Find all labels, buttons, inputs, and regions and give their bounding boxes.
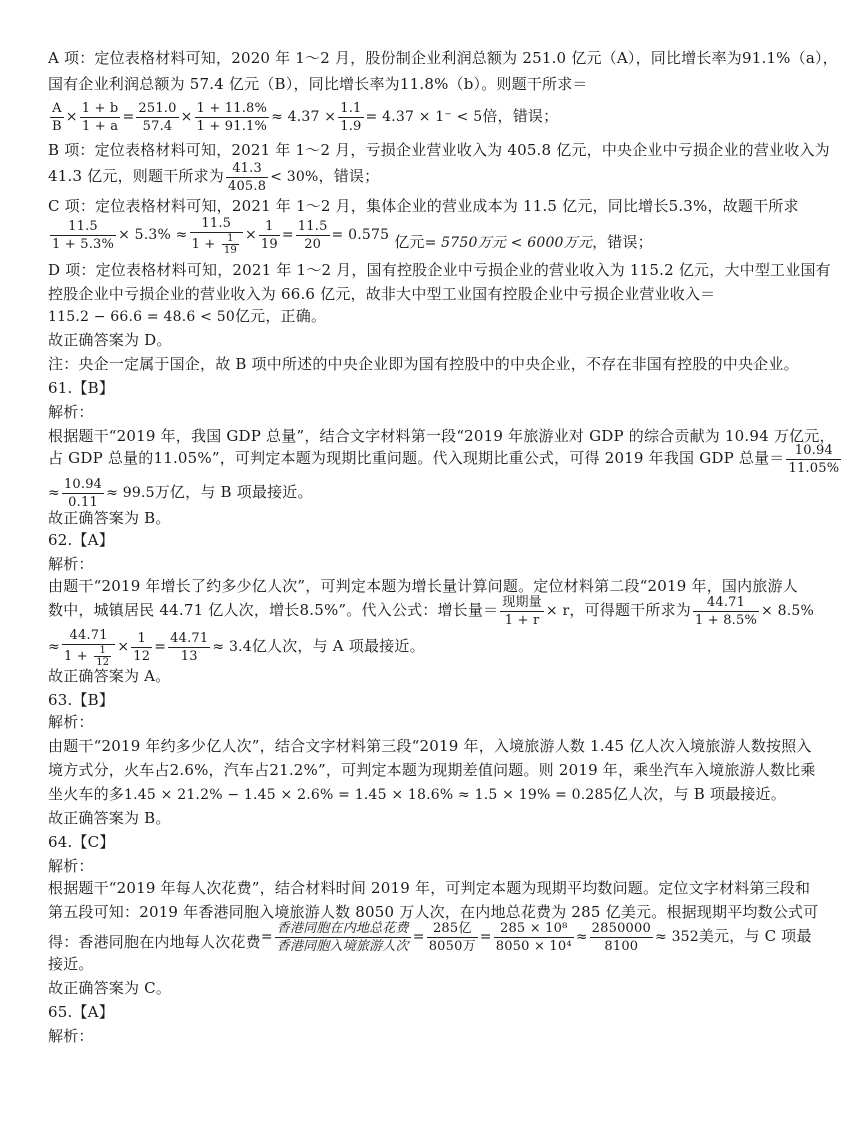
a-item-formula: $\frac{A}{B}$ × $\frac{1 + b}{1 + a}$ = $\frac{251.0}{57.4}$ × $\frac{1 + 11.8\%}{1 + 91.1\%}$ ≈ 4.37 × $\frac{1.1}{1.9}$ = 4.37 × 1⁻ < 5倍，错误； [52,100,559,134]
fraction [275,920,411,955]
denominator: 11.05% [788,460,840,476]
text: 故正确答案为 A。 [48,667,171,685]
expr: = 0.575 [331,227,390,243]
text: 坐火车的多 [48,785,125,803]
numerator: 251.0 [138,100,177,116]
numerator: 44.71 [170,630,209,646]
text: 亿人次，与 A 项最接近。 [251,637,425,655]
a-item-line-2 [48,74,760,94]
denominator: 8050万 [428,938,476,954]
rate: 21.2% [269,761,318,779]
numerator: 1 [94,645,111,657]
rate: 11.05% [153,449,212,467]
numerator: 1.1 [340,100,362,116]
answer-60 [48,330,760,350]
fraction [195,100,270,135]
text: 62.【A】 [48,531,114,549]
q62-line-3: ≈ 44.71 1 + $\frac{1}{12}$ × $\frac{1}{12}$ = $\frac{44.71}{13}$ ≈ 3.4亿人次，与 A 项最接近。 [48,627,425,668]
expr: ≈ 4.37 × [271,109,337,125]
text: ，错误； [318,167,380,185]
text: 国有企业利润总额为 57.4 亿元（B），同比增长率为 [48,75,400,93]
text: 注：央企一定属于国企，故 B 项中所述的中央企业即为国有控股中的中央企业，不存在非国有控股的中央企业。 [48,355,799,373]
rate-a: 91.1% [741,49,791,67]
expr: × r [545,603,570,619]
fraction [427,920,478,955]
fraction [62,476,104,511]
numerator: 1 + 11.8% [196,100,268,116]
fraction [50,218,116,253]
fraction [168,630,210,665]
text: ，故题干所求 [707,197,799,215]
b-item-line-2 [48,158,760,198]
numerator: 41.3 [226,160,268,178]
question-62-header [48,530,760,550]
text: B 项：定位表格材料可知，2021 年 1～2 月，亏损企业营业收入为 405.8 亿元，中央企业中亏损企业的营业收入为 [48,141,830,159]
question-63-header [48,690,760,710]
rate: 2.6% [169,761,209,779]
text: ，汽车占 [208,761,270,779]
inner-fraction [94,645,111,668]
question-64-header [48,832,760,852]
text: 亿元 [394,233,425,251]
text: 解析： [48,857,94,875]
text: 故正确答案为 D。 [48,331,172,349]
denominator: 12 [96,656,110,668]
text: 故正确答案为 C。 [48,979,172,997]
denominator: 1 + 8.5% [694,612,758,628]
text: ，可得题干所求为 [569,601,691,619]
b-item-line-1 [48,140,830,160]
text: 65.【A】 [48,1003,114,1021]
expr: = 4.37 × 1⁻ < 5 [365,109,483,125]
numerator: 11.5 [190,215,243,233]
text: ”，可判定本题为现期比重问题。代入现期比重公式，可得 2019 年我国 GDP 总量＝ [211,449,785,467]
expr: ≈ 352 [654,929,699,945]
analysis-label-61 [48,402,760,422]
denominator: 19 [223,244,237,256]
denominator: 8050 × 10⁴ [495,938,572,954]
text: 占 GDP 总量的 [48,449,154,467]
denominator: 1 + 91.1% [196,118,268,134]
numerator: 10.94 [786,442,841,460]
numerator: 1 + b [81,100,119,116]
fraction [226,160,268,195]
d-item-line-3 [48,306,760,327]
numerator: 285 × 10⁸ [494,920,574,938]
numerator: 1 [222,233,239,245]
inner-fraction [222,233,239,256]
rate: 8.5% [299,601,339,619]
d-item-line-2 [48,284,760,304]
numerator: 现期量 [502,594,542,610]
text: 第五段可知：2019 年香港同胞入境旅游人数 8050 万人次，在内地总花费为 285 亿美元。根据现期平均数公式可 [48,903,819,921]
fraction [590,920,653,955]
text: 由题干“2019 年增长了约多少亿人次”，可判定本题为增长量计算问题。定位材料第二段“2019 年，国内旅游人 [48,577,798,595]
denominator: 57.4 [142,118,173,134]
q63-line-3 [48,784,786,805]
denominator: 12 [133,648,151,664]
answer-64 [48,978,760,998]
text: 美元，与 C 项最 [698,927,812,945]
denominator: 8100 [604,938,639,954]
numerator: 11.5 [297,218,328,234]
fraction [136,100,178,135]
fraction [190,215,243,256]
numerator: 44.71 [693,594,759,612]
denominator: 1.9 [340,118,362,134]
fraction [494,920,574,955]
expr: 1.45 × 21.2% − 1.45 × 2.6% = 1.45 × 18.6% ≈ 1.5 × 19% = 0.285 [124,787,613,803]
rate: 5.3% [668,197,708,215]
denominator: 0.11 [68,494,98,510]
text: 控股企业中亏损企业的营业收入为 66.6 亿元，故非大中型工业国有控股企业中亏损企业营业收入＝ [48,285,716,303]
fraction [500,594,544,629]
fraction [296,218,330,253]
text: 解析： [48,713,94,731]
text: 根据题干“2019 年，我国 GDP 总量”，结合文字材料第一段“2019 年旅游业对 GDP 的综合贡献为 10.94 万亿元， [48,427,835,445]
rate-b: 11.8% [399,75,449,93]
numerator: 44.71 [62,627,115,645]
q63-line-1 [48,736,812,756]
text: ”，可判定本题为现期差值问题。则 2019 年，乘坐汽车入境旅游人数比乘 [318,761,816,779]
numerator: 10.94 [63,476,103,492]
text: 64.【C】 [48,833,115,851]
denominator: 405.8 [227,178,267,194]
text: 数中，城镇居民 44.71 亿人次，增长 [48,601,300,619]
numerator: 1 [259,218,280,236]
a-item-line-1 [48,48,838,68]
denominator: 1 + r [504,612,540,628]
denominator: 13 [180,648,198,664]
expr: × 5.3% ≈ [118,227,188,243]
fraction [131,630,152,665]
numerator: 香港同胞在内地总花费 [276,920,409,936]
q64-line-1 [48,878,811,898]
analysis-label-65 [48,1026,760,1046]
d-item-line-1 [48,260,831,280]
denominator: 20 [304,236,322,252]
q63-line-2 [48,760,816,780]
expr: × 8.5% [761,603,814,619]
denominator-text: 1 + [191,236,216,252]
answer-61 [48,508,760,528]
answer-62 [48,666,760,686]
numerator: 2850000 [591,920,651,936]
q64-line-4 [48,954,760,974]
text: 得：香港同胞在内地每人次花费 [48,933,261,951]
numerator: 285亿 [427,920,478,938]
answer-63 [48,808,760,828]
fraction [693,594,759,629]
analysis-label-63 [48,712,760,732]
text: 亿元，正确。 [234,307,327,325]
text: 解析： [48,403,94,421]
text: 倍，错误； [482,107,559,125]
expr: ≈ [48,639,60,655]
fraction [62,627,115,668]
text: 61.【B】 [48,379,115,397]
text: C 项：定位表格材料可知，2021 年 1～2 月，集体企业的营业成本为 11.5 亿元，同比增长 [48,197,669,215]
text: 亿人次，与 B 项最接近。 [612,785,786,803]
c-item-formula: $\frac{11.5}{1 + 5.3\%}$ × 5.3% ≈ 11.5 1 + $\frac{1}{19}$ × $\frac{1}{19}$ = $\frac{11.5}{20}$ = 0.575 亿元= 5750万元 < 6000万元，错误； [52,215,653,256]
expr: = 5750万元 < 6000万元 [424,235,593,251]
analysis-label-64 [48,856,760,876]
denominator: 1 + a [81,118,119,134]
text: ”。代入公式：增长量＝ [338,601,499,619]
expr: 115.2 − 66.6 = 48.6 < 50 [48,309,235,325]
numerator: 1 [131,630,152,648]
text: 解析： [48,1027,94,1045]
text: 接近。 [48,955,94,973]
text: 故正确答案为 B。 [48,809,171,827]
denominator: 19 [260,236,278,252]
fraction [259,218,280,253]
fraction [786,442,841,477]
expr: ≈ 99.5 [106,485,155,501]
numerator: 11.5 [50,218,116,236]
text: （a）， [790,49,838,67]
question-65-header [48,1002,760,1022]
numerator: A [50,100,64,118]
text: A 项：定位表格材料可知，2020 年 1～2 月，股份制企业利润总额为 251.0 亿元（A），同比增长率为 [48,49,742,67]
text: 万亿，与 B 项最接近。 [154,483,313,501]
denominator: B [52,118,62,134]
expr: ≈ 3.4 [212,639,252,655]
question-61-header [48,378,760,398]
c-item-line-1 [48,196,799,216]
text: 41.3 亿元，则题干所求为 [48,167,224,185]
text: 63.【B】 [48,691,115,709]
text: 故正确答案为 B。 [48,509,171,527]
denominator: 1 + 5.3% [52,236,115,252]
text: D 项：定位表格材料可知，2021 年 1～2 月，国有控股企业中亏损企业的营业收入为 115.2 亿元，大中型工业国有 [48,261,831,279]
fraction [80,100,121,135]
text: ，错误； [592,233,653,251]
q64-line-3: 得：香港同胞在内地每人次花费= $\frac{\text{香港同胞在内地总花费}}{\text{香港同胞入境旅游人次}}$ = $\frac{\text{285亿}}{\text{8050万}}$ = $\frac{\text{285 × 10⁸}}{\text{8050 × 10⁴}}$ ≈ $\frac{2850000}{8100}$ ≈ 352美元，与 C 项最 [48,920,812,954]
expr: < 30% [270,169,319,185]
fraction [50,100,64,135]
denominator: 香港同胞入境旅游人次 [276,938,409,954]
note [48,354,799,374]
fraction [338,100,363,135]
text: 境方式分，火车占 [48,761,170,779]
analysis-label-62 [48,554,760,574]
text: 解析： [48,555,94,573]
expr: ≈ [48,485,60,501]
text: （b）。则题干所求＝ [448,75,588,93]
text: 由题干“2019 年约多少亿人次”，结合文字材料第三段“2019 年，入境旅游人数 1.45 亿人次入境旅游人数按照入 [48,737,812,755]
text: 根据题干“2019 年每人次花费”，结合材料时间 2019 年，可判定本题为现期平均数问题。定位文字材料第三段和 [48,879,811,897]
denominator-text: 1 + [63,648,88,664]
